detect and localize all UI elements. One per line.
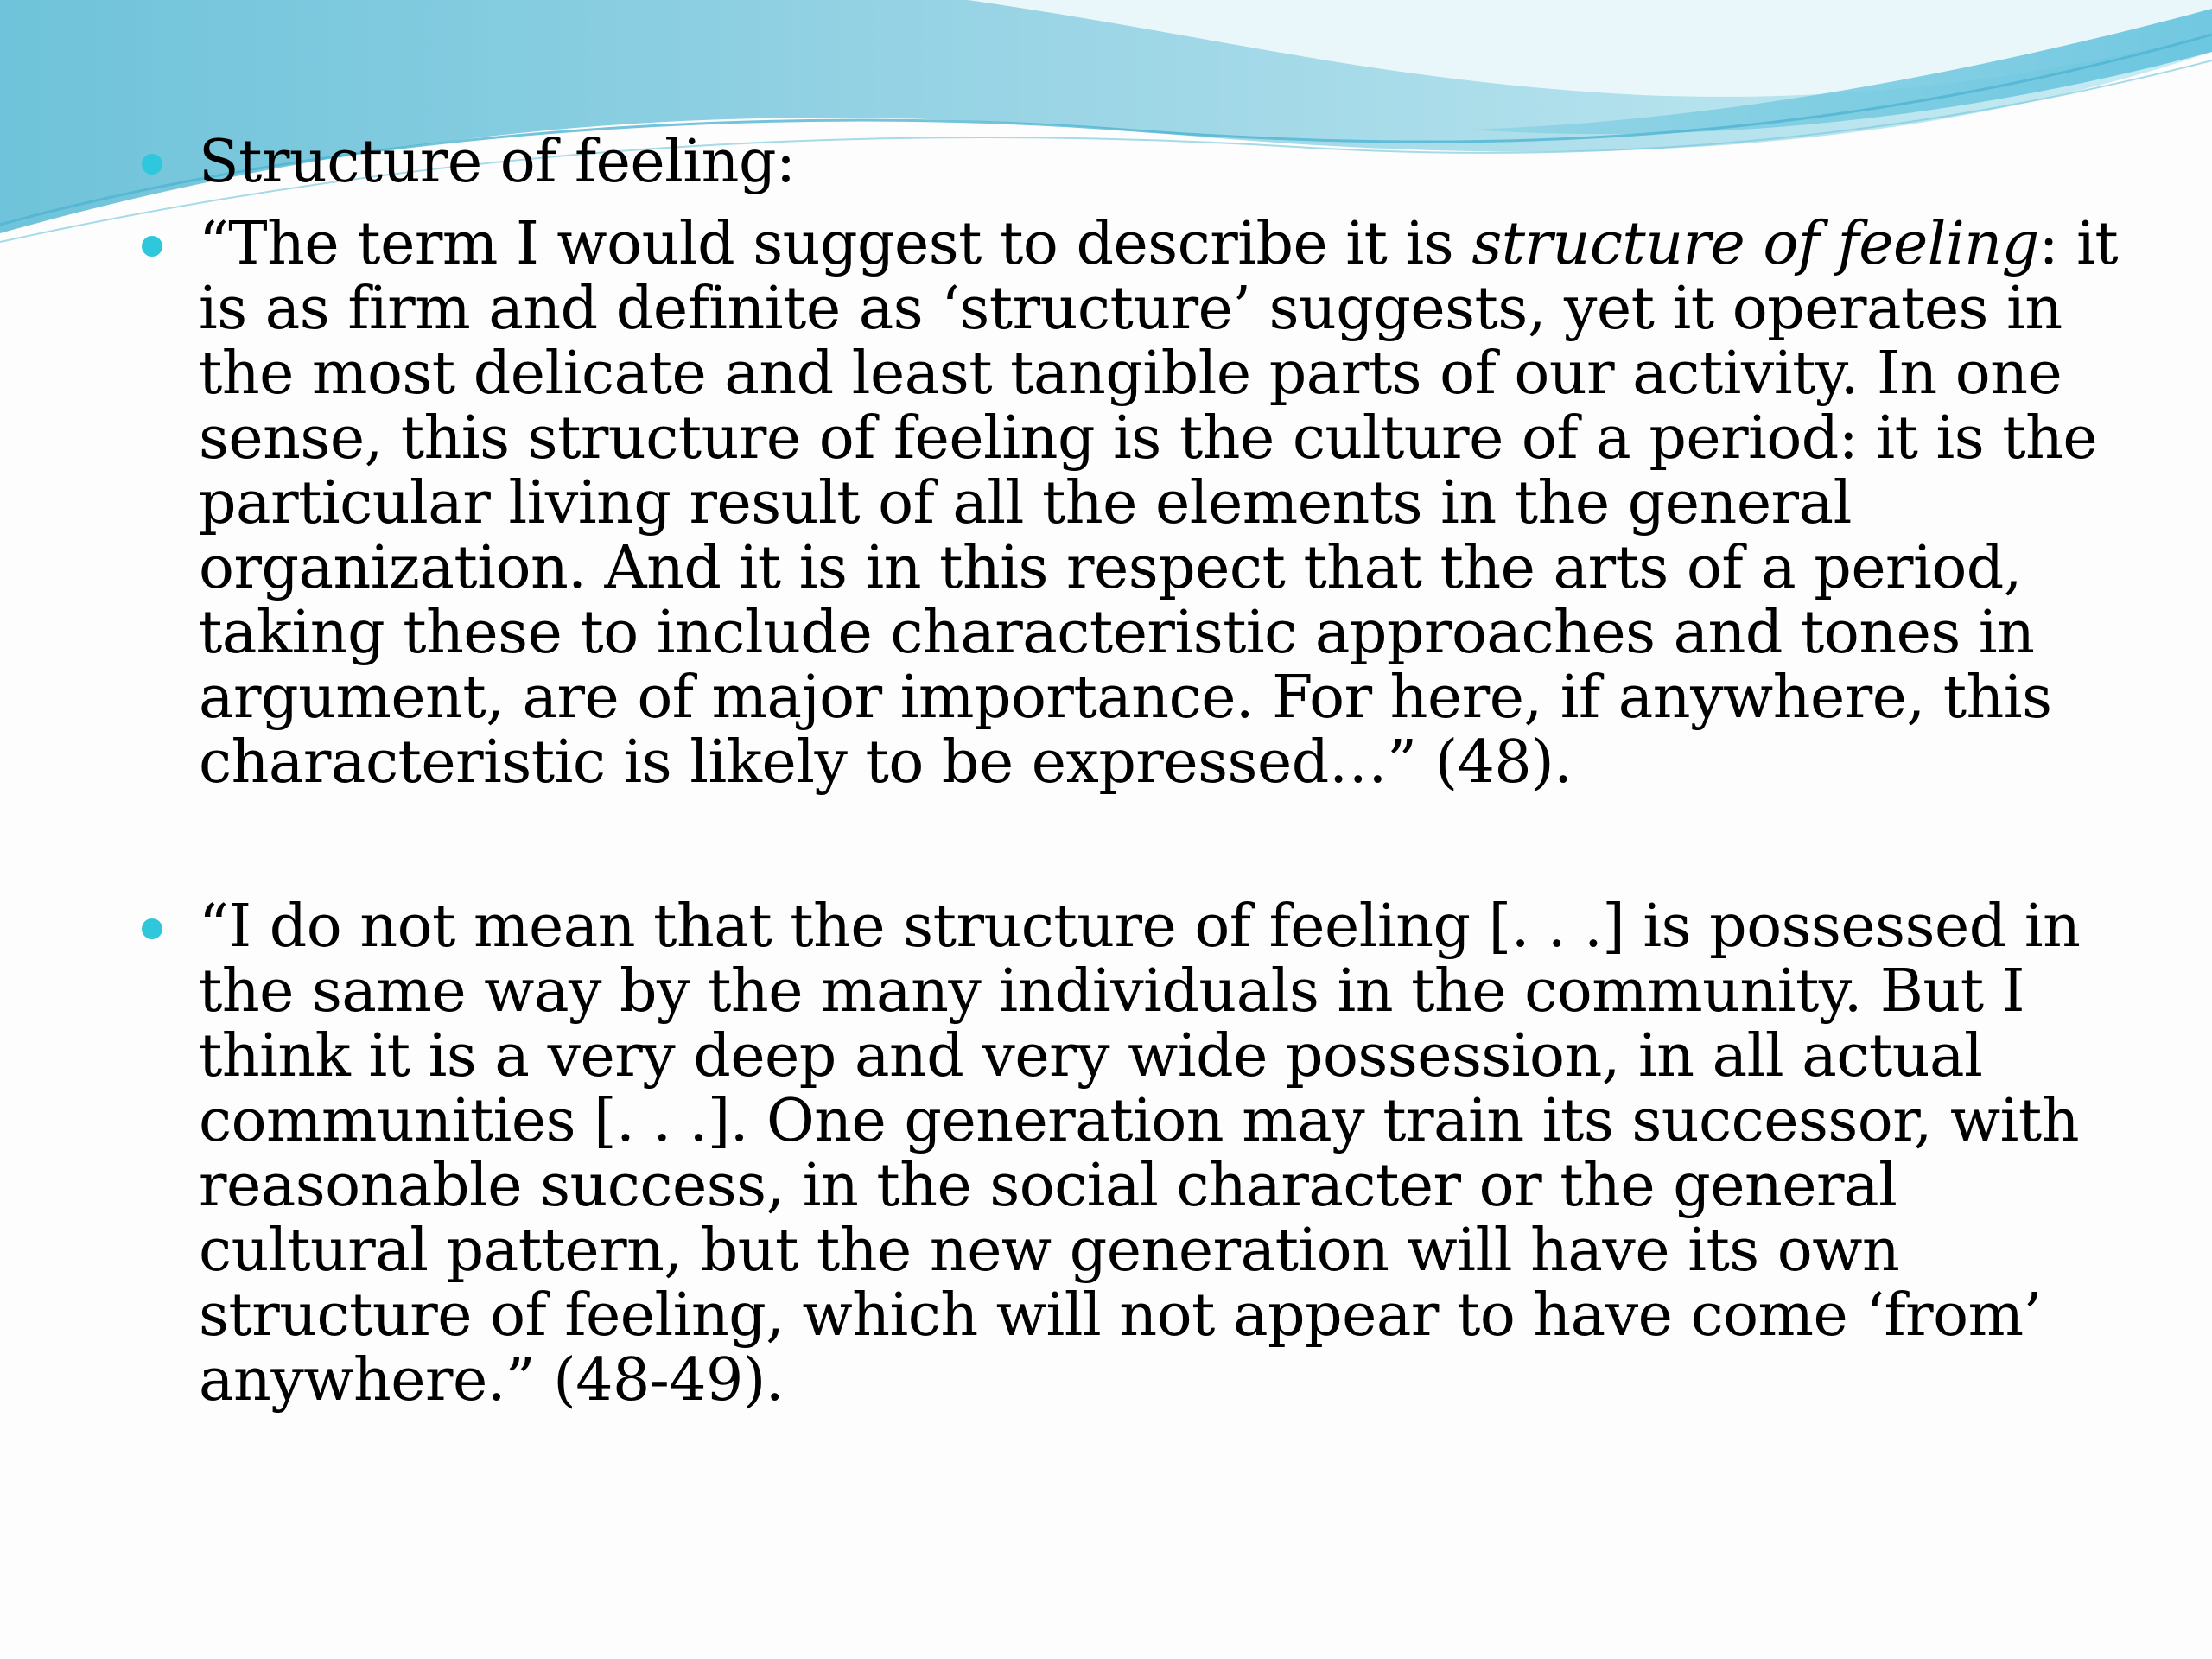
quote-text-italic: structure of feeling	[1471, 210, 2039, 278]
spacer	[135, 795, 2122, 894]
bullet-dot-icon	[142, 154, 162, 175]
bullet-text: Structure of feeling:	[199, 128, 796, 196]
bullet-text	[199, 212, 2122, 795]
slide-body	[135, 130, 2122, 1413]
bullet-text: “I do not mean that the structure of feeling [. . .] is possessed in the same way by the many individuals in the community. But I think it is a very deep and very wide possession, in all actual communities [. . .]. One generation may train its successor, with reasonable success, in the social character or the general cultural pattern, but the new generation will have its own structure of feeling, which will not appear to have come ‘from’ anywhere.” (48-49).	[199, 893, 2081, 1414]
quote-text-before: “The term I would suggest to describe it is	[199, 210, 1472, 278]
quote-text-after: : it is as firm and definite as ‘structure’ suggests, yet it operates in the most delicate and least tangible parts of our activity. In one sense, this structure of feeling is the culture of a period: it is the particular living result of all the elements in the general organization. And it is in this respect that the arts of a period, taking these to include characteristic approaches and tones in argument, are of major importance. For here, if anywhere, this characteristic is likely to be expressed…” (48).	[199, 210, 2119, 797]
bullet-item	[135, 212, 2122, 795]
bullet-dot-icon	[142, 236, 162, 257]
bullet-dot-icon	[142, 918, 162, 939]
bullet-item	[135, 130, 2122, 194]
bullet-item	[135, 894, 2122, 1413]
